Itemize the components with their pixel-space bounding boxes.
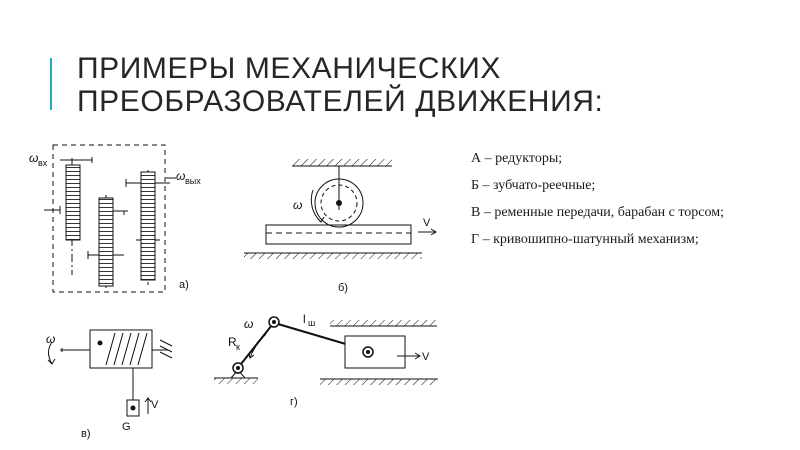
caption-b: б) — [338, 282, 348, 294]
g-c-label: G — [122, 421, 131, 433]
rack — [266, 225, 411, 244]
r-d-sub: к — [236, 342, 240, 352]
title-line-1: ПРИМЕРЫ МЕХАНИЧЕСКИХ — [77, 52, 502, 85]
caption-d: г) — [290, 396, 298, 408]
caption-c: в) — [81, 428, 91, 440]
v-c-label: V — [151, 399, 159, 411]
diagram-a-labels — [29, 151, 201, 291]
omega-out-label: ω — [176, 169, 186, 183]
r-d-label: R — [228, 335, 237, 349]
omega-in-label: ω — [29, 151, 39, 165]
diagram-a-gear-reducer — [44, 145, 176, 292]
gear-3 — [141, 172, 155, 280]
l-d-label: l — [303, 312, 306, 326]
list-item-d: Г – кривошипно-шатунный механизм; — [471, 232, 699, 247]
v-b-label: V — [423, 217, 431, 229]
gear-2 — [99, 198, 113, 286]
title-line-2: ПРЕОБРАЗОВАТЕЛЕЙ ДВИЖЕНИЯ: — [77, 85, 604, 118]
omega-in-sub: вх — [38, 158, 48, 168]
list-item-b: Б – зубчато-реечные; — [471, 178, 596, 193]
slider — [345, 336, 405, 368]
list-item-a: А – редукторы; — [471, 151, 563, 166]
omega-c-label: ω — [46, 332, 56, 346]
v-d-label: V — [422, 351, 430, 363]
omega-b-label: ω — [293, 198, 303, 212]
gear-1 — [66, 165, 80, 240]
caption-a: а) — [179, 279, 189, 291]
diagram-c-labels — [46, 332, 159, 440]
omega-out-sub: вых — [185, 176, 201, 186]
l-d-sub: ш — [308, 318, 316, 328]
diagram-b-rack-pinion — [244, 159, 436, 259]
omega-d-label: ω — [244, 317, 254, 331]
list-item-c: В – ременные передачи, барабан с торсом; — [471, 205, 724, 220]
